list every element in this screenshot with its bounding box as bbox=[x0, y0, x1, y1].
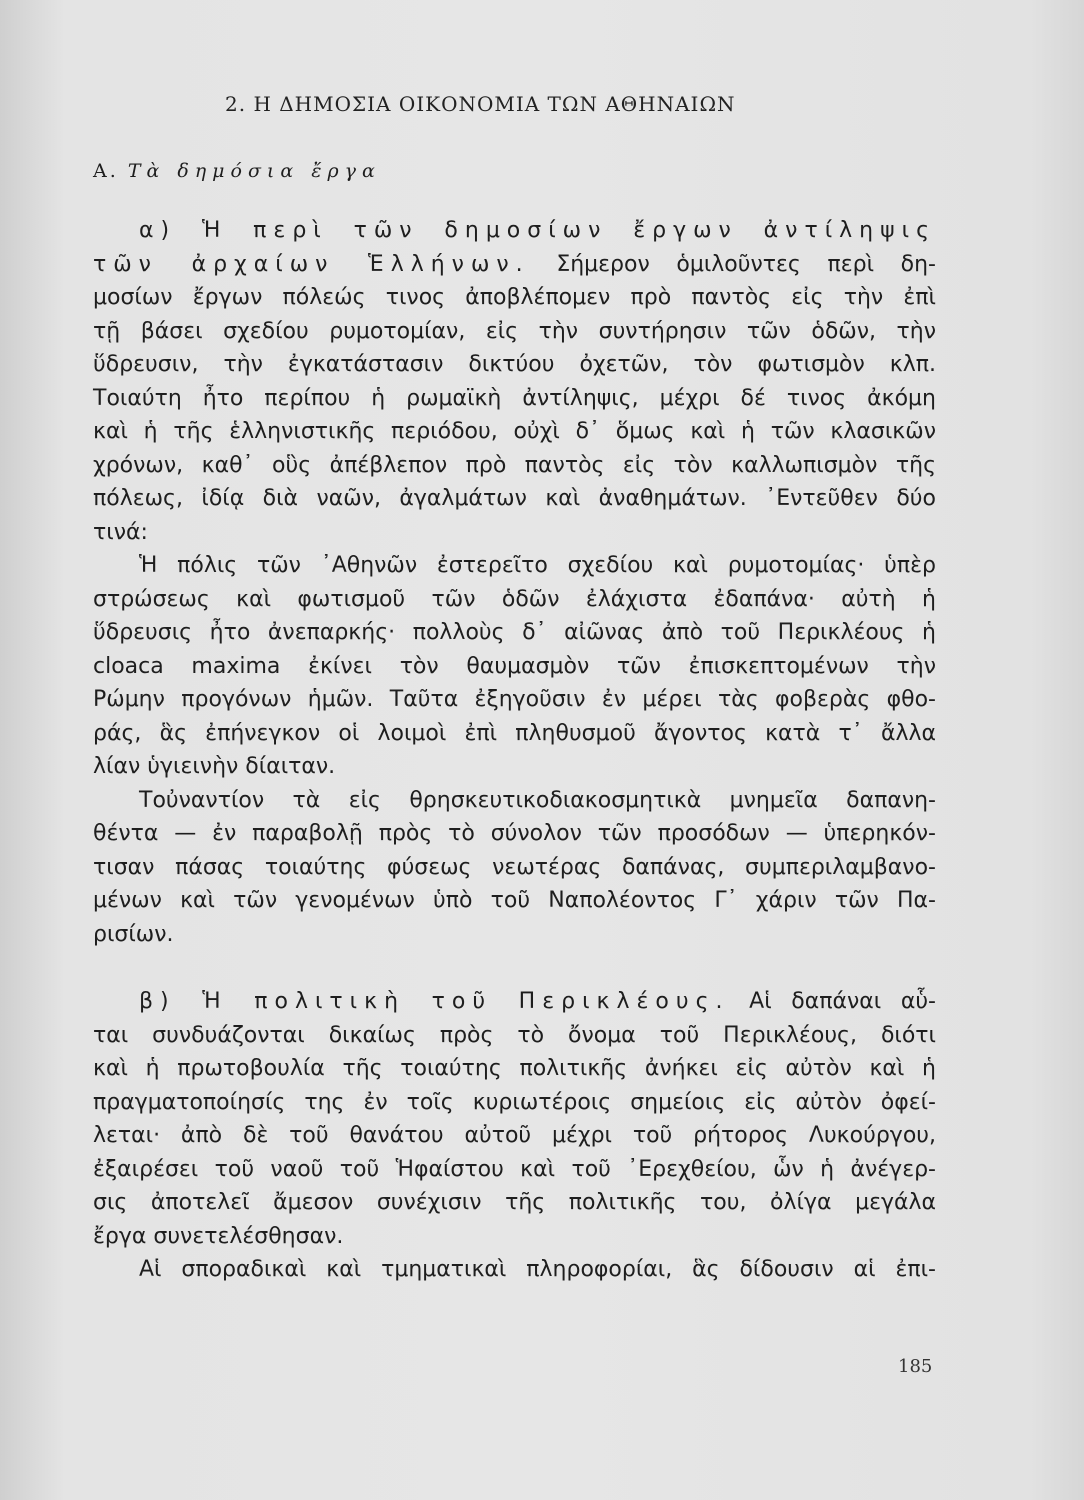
text-line: ρισίων. bbox=[93, 921, 174, 947]
paragraph-gap bbox=[93, 951, 936, 985]
body-text bbox=[93, 214, 936, 1287]
text-line: Ἡ πόλις τῶν ᾿Αθηνῶν ἐστερεῖτο σχεδίου καὶ ρυμοτομίας· ὑπὲρ bbox=[139, 553, 936, 578]
chapter-heading: 2. Η ΔΗΜΟΣΙΑ ΟΙΚΟΝΟΜΙΑ ΤΩΝ ΑΘΗΝΑΙΩΝ bbox=[225, 92, 736, 116]
text-line: ὕδρευσιν, τὴν ἐγκατάστασιν δικτύου ὀχετῶν, τὸν φωτισμὸν κλπ. bbox=[93, 352, 936, 377]
text-line: μοσίων ἔργων πόλεώς τινος ἀποβλέπομεν πρὸ παντὸς εἰς τὴν ἐπὶ bbox=[93, 285, 936, 310]
text-line: λίαν ὑγιεινὴν δίαιταν. bbox=[93, 754, 336, 779]
text-line: Αἱ σποραδικαὶ καὶ τμηματικαὶ πληροφορίαι, ἃς δίδουσιν αἱ ἐπι- bbox=[139, 1257, 936, 1282]
text-line: ται συνδυάζονται δικαίως πρὸς τὸ ὄνομα τοῦ Περικλέους, διότι bbox=[93, 1022, 936, 1048]
subsection-a-label-line bbox=[93, 214, 936, 248]
text-line: Τοὐναντίον τὰ εἰς θρησκευτικοδιακοσμητικὰ μνημεῖα δαπανη- bbox=[139, 787, 936, 813]
section-heading bbox=[93, 160, 381, 182]
text-line: cloaca maxima ἐκίνει τὸν θαυμασμὸν τῶν ἐπισκεπτομένων τὴν bbox=[93, 653, 936, 679]
section-title: Τὰ δημόσια ἔργα bbox=[127, 160, 381, 182]
section-letter: Α. bbox=[93, 160, 119, 182]
text-line: σις ἀποτελεῖ ἄμεσον συνέχισιν τῆς πολιτικῆς του, ὀλίγα μεγάλα bbox=[93, 1190, 936, 1215]
text-line: μένων καὶ τῶν γενομένων ὑπὸ τοῦ Ναπολέοντος Γ᾿ χάριν τῶν Πα- bbox=[93, 888, 936, 913]
text-line: Τοιαύτη ἦτο περίπου ἡ ρωμαϊκὴ ἀντίληψις, μέχρι δέ τινος ἀκόμη bbox=[93, 385, 936, 411]
subsection-b-label: β) Ἡ πολιτικὴ τοῦ Περικλέους. bbox=[139, 989, 730, 1014]
subsection-a-label-2: τῶν ἀρχαίων Ἑλλήνων. bbox=[93, 251, 530, 277]
page-number: 185 bbox=[898, 1356, 933, 1377]
text-line: τινά: bbox=[93, 519, 148, 545]
text-line: πόλεως, ἰδίᾳ διὰ ναῶν, ἀγαλμάτων καὶ ἀναθημάτων. ᾿Εντεῦθεν δύο bbox=[93, 486, 936, 511]
text-line: ἔργα συνετελέσθησαν. bbox=[93, 1223, 344, 1249]
text-line: χρόνων, καθ᾿ οὓς ἀπέβλεπον πρὸ παντὸς εἰς τὸν καλλωπισμὸν τῆς bbox=[93, 452, 936, 478]
text-line: θέντα — ἐν παραβολῇ πρὸς τὸ σύνολον τῶν προσόδων — ὑπερηκόν- bbox=[93, 821, 936, 846]
text-line: τῇ βάσει σχεδίου ρυμοτομίαν, εἰς τὴν συντήρησιν τῶν ὁδῶν, τὴν bbox=[93, 318, 936, 344]
text-line: στρώσεως καὶ φωτισμοῦ τῶν ὁδῶν ἐλάχιστα ἐδαπάνα· αὐτὴ ἡ bbox=[93, 586, 936, 612]
text-line: Ρώμην προγόνων ἡμῶν. Ταῦτα ἐξηγοῦσιν ἐν μέρει τὰς φοβερὰς φθο- bbox=[93, 687, 936, 712]
text-line: ράς, ἃς ἐπήνεγκον οἱ λοιμοὶ ἐπὶ πληθυσμοῦ ἄγοντος κατὰ τ᾿ ἄλλα bbox=[93, 720, 936, 746]
text-line: τισαν πάσας τοιαύτης φύσεως νεωτέρας δαπάνας, συμπεριλαμβανο- bbox=[93, 854, 936, 880]
text-line: καὶ ἡ πρωτοβουλία τῆς τοιαύτης πολιτικῆς ἀνήκει εἰς αὐτὸν καὶ ἡ bbox=[93, 1056, 936, 1081]
subsection-a-label: α) Ἡ περὶ τῶν δημοσίων ἔργων ἀντίληψις bbox=[139, 218, 936, 243]
text-line: ἐξαιρέσει τοῦ ναοῦ τοῦ Ἡφαίστου καὶ τοῦ ᾿Ερεχθείου, ὧν ἡ ἀνέγερ- bbox=[93, 1156, 936, 1182]
text-line: λεται· ἀπὸ δὲ τοῦ θανάτου αὐτοῦ μέχρι τοῦ ρήτορος Λυκούργου, bbox=[93, 1123, 936, 1148]
text-line: τῶν ἀρχαίων Ἑλλήνων. Σήμερον ὁμιλοῦντες περὶ δη- bbox=[93, 251, 936, 277]
text-line: ὕδρευσις ἦτο ἀνεπαρκής· πολλοὺς δ᾿ αἰῶνας ἀπὸ τοῦ Περικλέους ἡ bbox=[93, 620, 936, 645]
subsection-b-label-line: β) Ἡ πολιτικὴ τοῦ Περικλέους. Αἱ δαπάναι αὗ- bbox=[139, 989, 936, 1014]
text-line: πραγματοποίησίς της ἐν τοῖς κυριωτέροις σημείοις εἰς αὐτὸν ὀφεί- bbox=[93, 1089, 936, 1115]
text-line: καὶ ἡ τῆς ἑλληνιστικῆς περιόδου, οὐχὶ δ᾿ ὅμως καὶ ἡ τῶν κλασικῶν bbox=[93, 419, 936, 444]
